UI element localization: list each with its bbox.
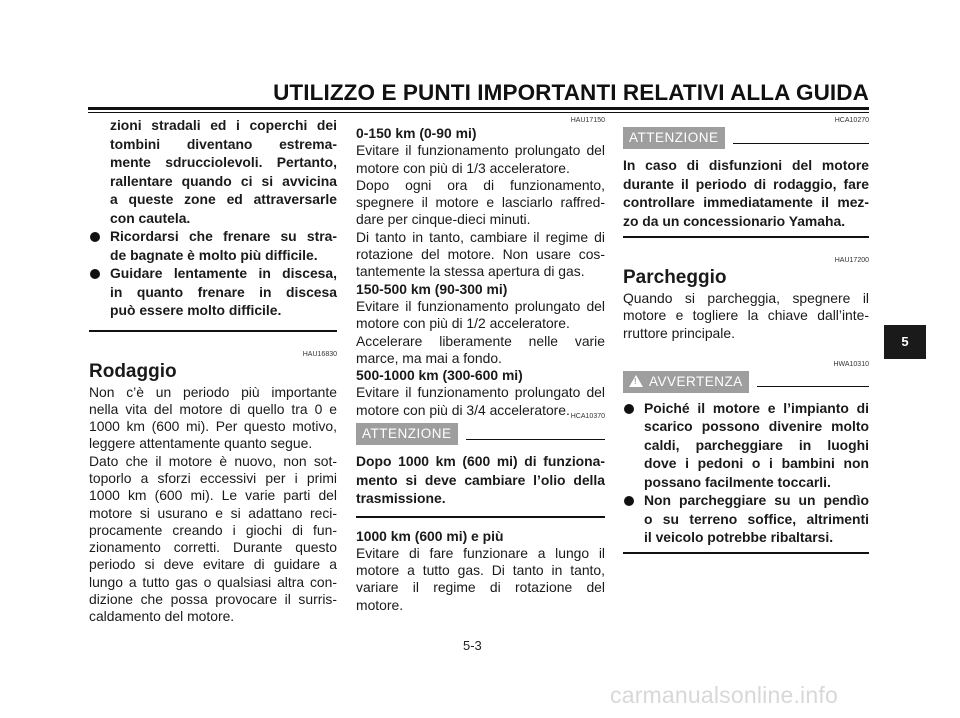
warning-end-rule [89,330,337,332]
section-code: HWA10310 [833,360,869,368]
chapter-tab[interactable]: 5 [884,325,926,359]
paragraph: Evitare il funzionamento prolungato del motore con più di 3/4 acceleratore. [356,384,605,418]
attention-tag: ATTENZIONE [623,127,725,149]
bullet-item: Poiché il motore e l’impianto di scarico possono divenire molto caldi, parcheggiare in luoghi dove i pedoni o i bambini non possano facilmente toccarli. [623,399,869,492]
section-code: HAU16830 [302,350,337,358]
warning-continuation: zioni stradali ed i coperchi dei tombini diventano estrema- mente sdrucciolevoli. Pertanto, rallentare quando ci si avvicina a queste zone ed attraversarle con cautela. [110,117,337,226]
attention-tag: ATTENZIONE [356,423,458,445]
section-code: HAU17200 [834,257,869,264]
section-code: HAU17150 [570,117,605,124]
column-left [89,116,337,626]
bullet-item: Non parcheggiare su un pendìo o su terreno soffice, altrimenti il veicolo potrebbe ribaltarsi. [623,491,869,547]
attention-text: In caso di disfunzioni del motore durante il periodo di rodaggio, fare controllare immediatamente il mez- zo da un concessionario Yamaha. [623,157,869,229]
bullet-dot-icon [90,269,100,279]
watermark: carmanualsonline.info [610,682,838,708]
section-code: HCA10270 [834,117,869,124]
header-rule [88,107,869,110]
bullet-dot-icon [624,496,634,506]
subheading: 150-500 km (90-300 mi) [356,280,508,297]
section-code: HCA10370 [570,413,605,421]
subheading: 0-150 km (0-90 mi) [356,125,477,141]
warning-label [623,371,869,393]
paragraph: Evitare di fare funzionare a lungo il motore a tutto gas. Di tanto in tanto, variare il regime di rotazione del motore. [356,544,605,613]
section-heading-parcheggio: Parcheggio [623,267,727,288]
warning-tag: ! AVVERTENZA [623,371,749,393]
bullet-dot-icon [624,404,634,414]
parcheggio-paragraph: Quando si parcheggia, spegnere il motore e togliere la chiave dall’inte- rruttore principale. [623,290,869,341]
warning-end-rule [623,552,869,554]
attention-label [356,423,605,445]
rodaggio-paragraph: Non c’è un periodo più importante nella vita del motore di quello tra 0 e 1000 km (600 mi). Per questo motivo, leggere attentamente quanto segue. Dato che il motore è nuovo, non sot- toporlo a sforzi eccessivi per i primi 1000 km (600 mi). Le varie parti del motore si usurano e si adattano reci- procamente creando i giochi di fun- zionamento corretti. Durante questo periodo si deve evitare di guidare a lungo a tutto gas o qualsiasi altra con- dizione che possa provocare il surris- caldamento del motore. [89,383,337,625]
page-number: 5-3 [463,638,482,653]
section-heading-rodaggio: Rodaggio [89,360,177,382]
label-line [733,143,869,144]
label-line [757,386,869,387]
page-header-title: UTILIZZO E PUNTI IMPORTANTI RELATIVI ALLA GUIDA [273,80,869,105]
attention-end-rule [356,516,605,518]
bullet-item: Ricordarsi che frenare su stra- de bagnate è molto più difficile. [89,227,337,264]
label-line [466,439,605,440]
paragraph: Evitare il funzionamento prolungato del motore con più di 1/2 acceleratore. Accelerare liberamente nelle varie marce, ma mai a fondo. [356,297,605,366]
header-rule-thin [88,112,869,113]
paragraph: Evitare il funzionamento prolungato del motore con più di 1/3 acceleratore. Dopo ogni ora di funzionamento, spegnere il motore e lasciarlo raffred- dare per cinque-dieci minuti. Di tanto in tanto, cambiare il regime di rotazione del motore. Non usare cos- tantemente la stessa apertura di gas. [356,142,605,280]
bullet-item: Guidare lentamente in discesa, in quanto frenare in discesa può essere molto difficile. [89,264,337,320]
subheading: 500-1000 km (300-600 mi) [356,367,523,384]
attention-label [623,127,869,149]
attention-text: Dopo 1000 km (600 mi) di funziona- mento si deve cambiare l’olio della trasmissione. [356,453,605,507]
column-right [623,116,869,554]
attention-end-rule [623,236,869,238]
warning-triangle-icon: ! [629,375,643,387]
column-middle [356,116,605,614]
subheading: 1000 km (600 mi) e più [356,527,504,544]
bullet-dot-icon [90,232,100,242]
